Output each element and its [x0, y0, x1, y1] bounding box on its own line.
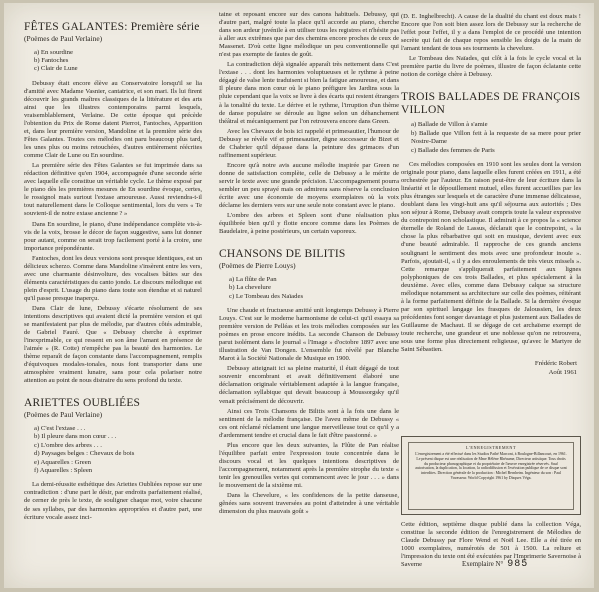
paragraph: taine et reposant encore sur des canons habituels. Debussy, qui d'autre part, malgré toute la place qu'il accorde au piano, cherche dans son ardeur juvénile à en utiliser tous les registres et n'hésite pas à aller aux extrêmes que par des chemins encore proches de ceux de Massenet. D'où cette ligne mélodique un peu conventionnelle qui n'est pas exempte de fautes de goût. [219, 11, 399, 59]
list-item: b) La chevelure [229, 284, 271, 292]
signature: Frédéric Robert [534, 360, 577, 368]
list-item: c) Ballade des femmes de Paris [411, 146, 495, 154]
fetes-subtitle: (Poèmes de Paul Verlaine) [24, 33, 103, 43]
list-item: a) Ballade de Villon à s'amie [411, 121, 488, 129]
paragraph: (D. E. Inghelbrecht). A cause de la dualité du chant est doux mais ! Encore que l'on soit bien assez lors de Debussy sur la recherche de l'effet pour l'effet, il y a dans l'emploi de ce procédé une intention secrète qui fait de chaque repos sensible les doigts de la main de l'amant tendant de tous ses tourments la chevelure. [401, 13, 581, 53]
list-item: a) C'est l'extase . . . [34, 424, 86, 432]
liner-notes-page [4, 3, 594, 588]
recording-info-title: L'ENREGISTREMENT [465, 445, 517, 450]
bilitis-subtitle: (Poèmes de Pierre Louys) [219, 260, 296, 270]
paragraph: Ces mélodies composées en 1910 sont les seules dont la version originale pour piano, dans laquelle elles furent créées en 1911, a été orchestrée par l'auteur. En raison peut-être de leur écriture dans la linéarité et le dépouillement mutuel, elles furent accueillies par les plus étranges sur lesquels et de caractère d'une immense délicatesse, doublant dans les vingt-huit ans qu'il séjourna aux autorités ; Des son séjour à Rome, Debussy avait compris toute la valeur expressive du contrepoint non scholastique. Il admirait à ce propos la « science éternelle de Roland de Lassus, déclarait que le contrepoint, « la chose la plus rébarbative qui soit en musique, devient avec eux d'une beauté admirable. Il rapproche de ces grands anciens soulignant le sentiment des mots avec une profondeur inouïe ». Parfois, ajoutait-il, « il y a des enroulements de très vieux missels ». Cette remarque s'appliquerait parfaitement aux lignes polyphoniques de ces trois Ballades, et plus spécialement à la deuxième. Avec elles, comme dans Debussy calque sa structure mélodique notamment sa architecture sur celle des poèmes, réitérant à la forme parfaitement définie de la Ballade. Si la dernière évoque par son spirituel langage les frasques de Jaloussien, les deux précédentes font songer davantage et plus justement aux Ballades de Guillaume de Machaut. Il se dégage de cet archaïsme exempt de toute recherche, une grandeur et une noblesse qu'on ne retrouvera, sous une forme plus directement religieuse, qu'avec le Martyre de Saint Sébastien. [401, 161, 581, 354]
paragraph: Debussy atteignait ici sa pleine maturité, il était dégagé de tout souvenir encombrant et avait définitivement élaboré une déclamation originale véritablement adaptée à la langue française, déclamation syllabique qui devait beaucoup à Moussorgsky qu'il venait précisément de découvrir. [219, 365, 399, 405]
paragraph: Encore qu'à notre avis aucune mélodie inspirée par Green ne donne de satisfaction complète, celle de Debussy a le mérite de servir le texte avec une grande précision. L'accompagnement pourra sembler un peu sprayé mais on admirera sans réserve la conclusion écrite avec une économie de moyens exemplaires où la voix déclame les derniers vers sur une seule note constant avec le piano. [219, 161, 399, 210]
list-item: b) Ballade que Villon feit à la requeste de sa mere pour prier Nostre-Dame [411, 129, 581, 146]
paragraph: Debussy était encore élève au Conservatoire lorsqu'il se lia d'amitié avec Madame Vasnier, cantatrice, et son mari. Ils lui firent découvrir les grands maîtres classiques de la littérature et des arts ainsi que les illustres contemporains parmi lesquels, vraisemblablement, Verlaine. De cette époque qui précède l'obtention du Prix de Rome datent Pierrot, Fantoches, Apparition et, dans leur première version, Mandoline et la première série des Fêtes Galantes. Toutes ces mélodies ont paru beaucoup plus tard, les unes plus ou moins retouchées, d'autres entièrement réécrites comme Clair de Lune ou En sourdine. [24, 79, 202, 160]
paragraph: La première série des Fêtes Galantes se fut imprimée dans sa rédaction définitive qu'en 1904, accompagnée d'une seconde série avec laquelle elle constitue un véritable cycle. Le thème exposé par le piano dès les premières mesures de En sourdine évoque, certes, le rossignol mais surtout l'extase amoureuse. Aussi reviendra-t-il tout naturellement dans le Colloque sentimental, lors du vers « Te souvient-il de notre extase ancienne ? » [24, 162, 202, 218]
paragraph: La contradiction déjà signalée apparaît très nettement dans C'est l'extase . . . dont les harmonies voluptueuses et le rythme à peine dégagé de valse lente traduisent si bien la fatigue amoureuse, et dans Il pleure dans mon cœur où le piano préfigure les Jardins sous la pluie cependant que la voix se livre à des écarts qui restent étrangers à la tonalité du texte. Le dérive et le rythme, l'irruption d'un thème de danse populaire se déroule au ligne selon un déhanchement théâtral et mécaniquement par l'on retrouvera encore dans Green. [219, 61, 399, 125]
list-item: c) Le Tombeau des Naïades [229, 292, 304, 300]
fetes-title: FÊTES GALANTES: Première série [24, 21, 200, 33]
list-item: d) Paysages belges : Chevaux de bois [34, 450, 135, 458]
paragraph: Ainsi ces Trois Chansons de Bilitis sont à la fois une dans le sentiment de la mélodie française. De l'aveu même de Debussy « ces ont réclamé réclament une langue merveilleuse tout ce qu'il y a d'ardemment tendre et crucial dans le fait d'être passionné. » [219, 407, 399, 439]
paragraph: Dans En sourdine, le piano, d'une indépendance complète vis-à-vis de la voix, brosse le décor de façon suggestive, sans lui donner pour autant, comme on serait trop facilement porté à la croire, une importance prépondérante. [24, 220, 202, 252]
ariettes-title: ARIETTES OUBLIÉES [24, 397, 141, 410]
list-item: b) Fantoches [34, 56, 69, 64]
villon-song-list [401, 121, 581, 155]
copy-number-label: Exemplaire N° [462, 561, 504, 568]
list-item: c) Clair de Lune [34, 65, 78, 73]
list-item: f) Aquarelles : Spleen [34, 466, 93, 474]
villon-title: TROIS BALLADES DE FRANÇOIS VILLON [401, 91, 581, 116]
list-item: a) La flûte de Pan [229, 275, 277, 283]
paragraph: Le Tombeau des Naïades, qui clôt à la fois le cycle vocal et la première partie du livre de poèmes, illustre de façon éclatante cette notion de cortège chère à Debussy. [401, 55, 581, 79]
signature-date: Août 1961 [548, 368, 577, 376]
paragraph: L'ombre des arbres et Spleen sont d'une réalisation plus équilibrée bien qu'il y flotte encore comme dans les Poèmes de Baudelaire, à peine postérieurs, un certain vaporeux. [219, 212, 399, 236]
recording-info-text: L'enregistrement a été effectué dans les Studios Pathé Marconi, à Boulogne-Billancourt, en 1961. Le présent disque est une réalisation de Mme Hélène Rhéaume, Directeur artistique. Tous droits du producteur phonographique et du propriétaire de l'œuvre enregistrée réservés. Sauf autorisation, la duplication, la location, la radiodiffusion et l'exécution publique de ce disque sont interdites. Direction générale de la production : Michel Bernheim. Ingénieur du son : Paul Vavasseur. World Copyright 1961 by Disques Véga. [415, 452, 567, 480]
column-left [24, 21, 202, 524]
list-item: a) En sourdine [34, 48, 73, 56]
paragraph: Plus encore que les deux suivantes, la Flûte de Pan réalise l'équilibre parfait entre l'expression toute concentrée dans le discours vocal et les quelques intentions descriptives de l'accompagnement, notamment après la première strophe du texte « tenir les grenouilles vertes qui commencent avec le jour . . . » dans le mouvement de la sixième mi. [219, 441, 399, 489]
edition-note: Cette édition, septième disque publié dans la collection Véga, constitue la seconde édition de l'enregistrement de Mélodies de Claude Debussy par Flore Wend et Noël Lee. Elle a été tirée en 1000 exemplaires, numérotés de 501 à 1500. La reliure et l'impression du texte ont été exécutées par l'Imprimerie Savernoise à Saverne [401, 521, 581, 569]
paragraph: Dans la Chevelure, « les confidences de la petite danseuse, gênées sans souvent traversées au point d'atteindre à une véritable dimension du plus mauvais goût » [219, 492, 399, 516]
column-right [401, 13, 581, 377]
recording-info-frame [408, 442, 574, 510]
list-item: b) Il pleure dans mon cœur . . . [34, 433, 117, 441]
copy-number [462, 559, 528, 570]
paragraph: Dans Clair de lune, Debussy s'écarte résolument de ses intentions descriptives qui avaient dicté la première version et qui se manifestaient par plus de mélodie, par d'autres côtés admirable, de Gabriel Fauré. Que « Debussy cherche à exprimer l'inexprimable, ce qui ressent en son âme l'amant en présence de l'aimée » (R. Cotte) n'empêche pas la beauté des harmonies. Le thème reparaît de façon constante dans l'accompagnement, remplis d'équivoques modales-tonales, nous font transporter dans une atmosphère vraiment lunaire, sans pour cela polariser notre attention au point de nous distraire du sens profond du texte. [24, 304, 202, 385]
list-item: c) L'ombre des arbres . . . [34, 441, 102, 449]
paragraph: La demi-réussite esthétique des Ariettes Oubliées repose sur une contradiction : d'une part le désir, par endroits parfaitement réalisé, de cerner de près le texte, de souligner chaque mot, voire chacune de ses syllabes, par des harmonies appropriées et d'autre part, une écriture vocale assez inci- [24, 481, 202, 521]
paragraph: Une chaude et fructueuse amitié unit longtemps Debussy à Pierre Louys. C'est sur le moderne harmonisme de celui-ci qu'il essaya sa première version de Pelléas et les trois mélodies composées sur les poèmes en prose encore inédits. La seconde Chanson de Debussy parut isolément dans le journal « l'Image » d'octobre 1897 avec une illustration de Van Dongen. L'ensemble fut révélé par Blanche Marot à la Société Nationale de Musique en 1900. [219, 306, 399, 363]
paragraph: Fantoches, dont les deux versions sont presque identiques, est un délicieux scherzo. Comme dans Mandoline s'insèrent entre les vers, avec une charmante désinvolture, des vocalises bâties sur des éléments caractéristiques du canto jondo. Le discours mélodique est plein d'esprit. L'usage du piano dans toute son étendue et si naturel qu'il passe presque inaperçu. [24, 254, 203, 302]
bilitis-title: CHANSONS DE BILITIS [219, 248, 346, 261]
ariettes-song-list [24, 425, 202, 475]
bilitis-song-list [219, 276, 399, 301]
recording-info-box [401, 436, 581, 515]
column-middle [219, 11, 399, 518]
list-item: e) Aquarelles : Green [34, 458, 92, 466]
ariettes-subtitle: (Poèmes de Paul Verlaine) [24, 409, 103, 419]
paragraph: Avec les Chevaux de bois ici rappelé et primesautier, l'humour de Debussy se révèle vif et primesautier, digne successeur de Bizet et de Chabrier qu'il dépasse dans la peinture des grimaces d'un raffinement supérieur. [219, 127, 399, 159]
fetes-song-list [24, 49, 202, 74]
copy-number-value: 985 [507, 559, 529, 570]
